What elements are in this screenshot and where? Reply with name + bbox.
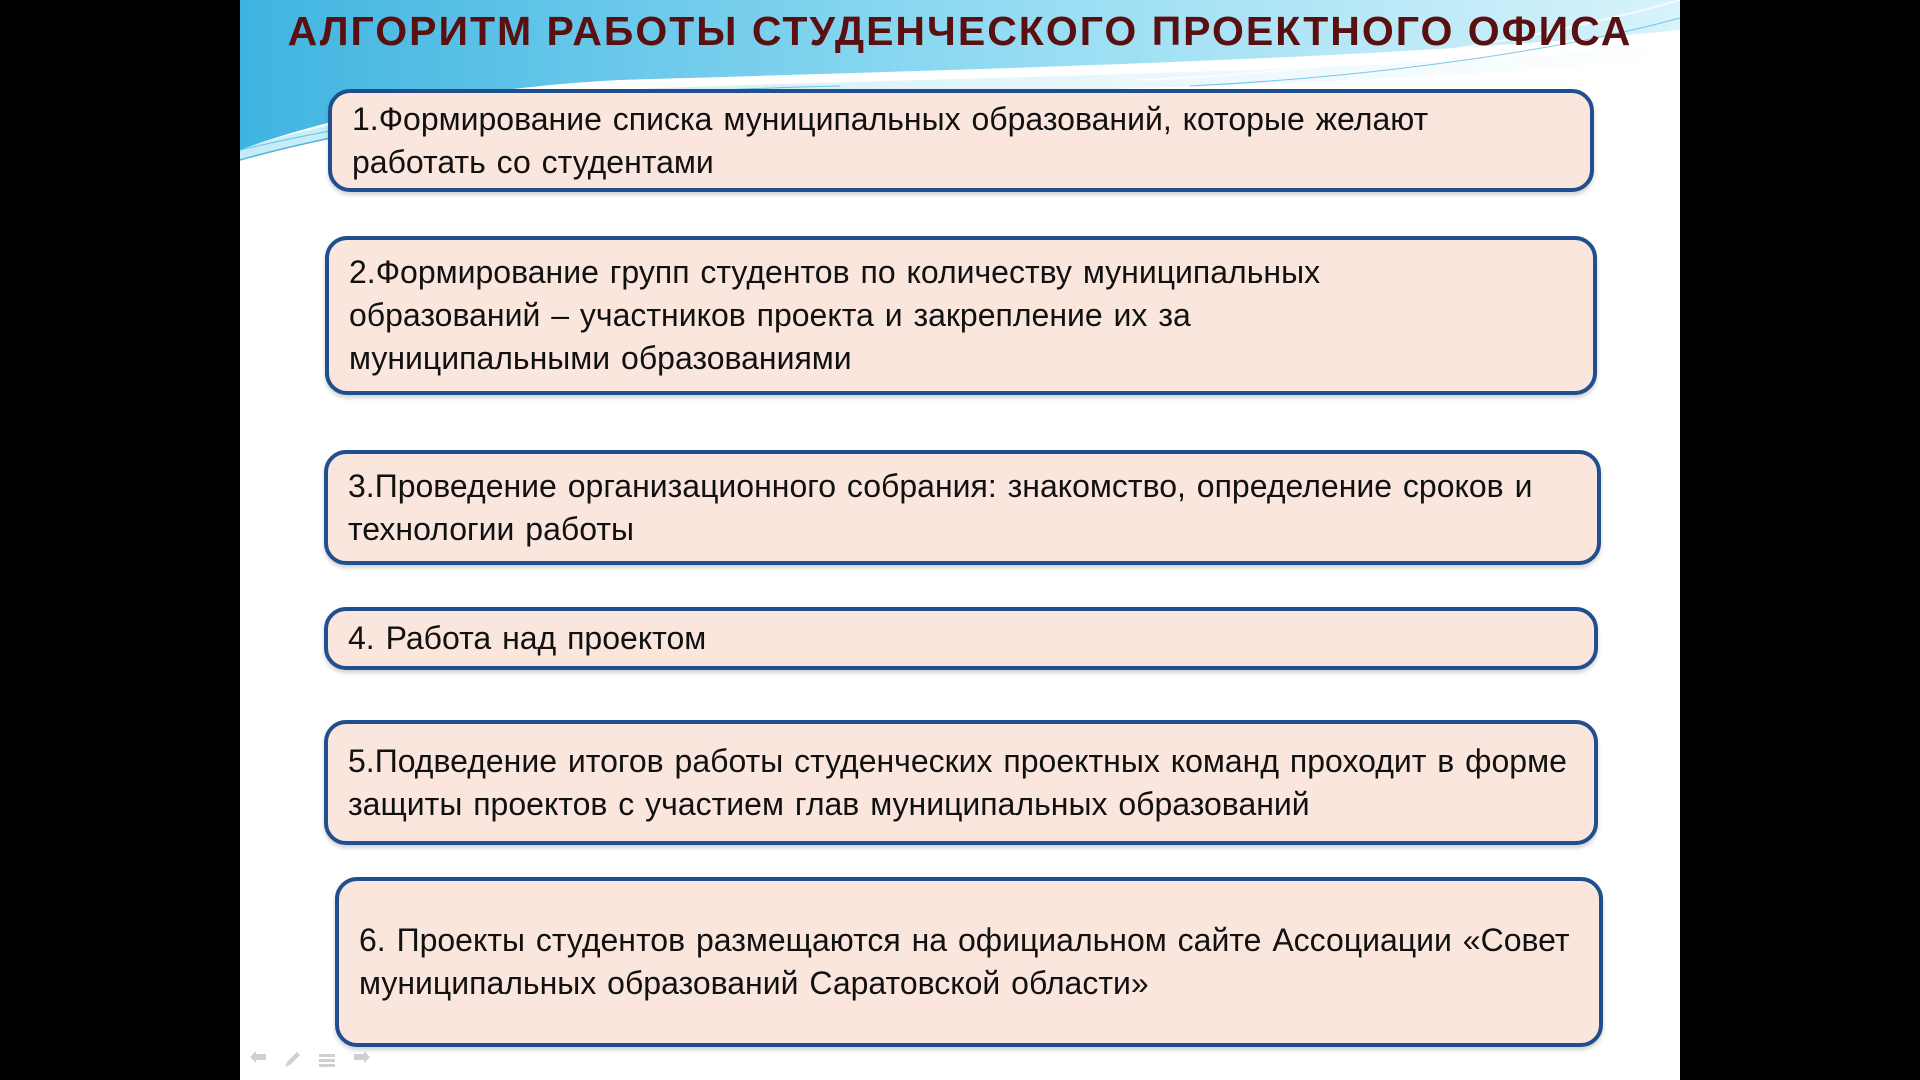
step-text-1: 1.Формирование списка муниципальных образований, которые желают работать со студентами bbox=[352, 100, 1429, 180]
slide bbox=[240, 0, 1680, 1080]
menu-icon[interactable] bbox=[316, 1050, 338, 1070]
slide-title: АЛГОРИТМ РАБОТЫ СТУДЕНЧЕСКОГО ПРОЕКТНОГО ОФИСА bbox=[287, 8, 1633, 54]
forward-arrow-icon[interactable] bbox=[350, 1050, 372, 1070]
step-box-2 bbox=[325, 236, 1597, 395]
step-text-6: 6. Проекты студентов размещаются на официальном сайте Ассоциации «Совет муниципальных образований Саратовской области» bbox=[359, 922, 1570, 1001]
step-box-5 bbox=[324, 720, 1598, 845]
step-box-4 bbox=[324, 607, 1598, 670]
step-text-5: 5.Подведение итогов работы студенческих проектных команд проходит в форме защиты проектов с участием глав муниципальных образований bbox=[348, 742, 1567, 822]
step-text-2: 2.Формирование групп студентов по количеству муниципальных образований – участников проекта и закрепление их за муниципальными образованиями bbox=[349, 254, 1321, 376]
step-text-4: 4. Работа над проектом bbox=[348, 620, 707, 656]
back-arrow-icon[interactable] bbox=[248, 1050, 270, 1070]
pen-icon[interactable] bbox=[282, 1050, 304, 1070]
step-box-1 bbox=[328, 89, 1594, 192]
step-box-3 bbox=[324, 450, 1601, 565]
step-box-6 bbox=[335, 877, 1603, 1047]
step-text-3: 3.Проведение организационного собрания: знакомство, определение сроков и технологии работы bbox=[348, 467, 1533, 547]
slideshow-nav-toolbar bbox=[248, 1050, 372, 1070]
